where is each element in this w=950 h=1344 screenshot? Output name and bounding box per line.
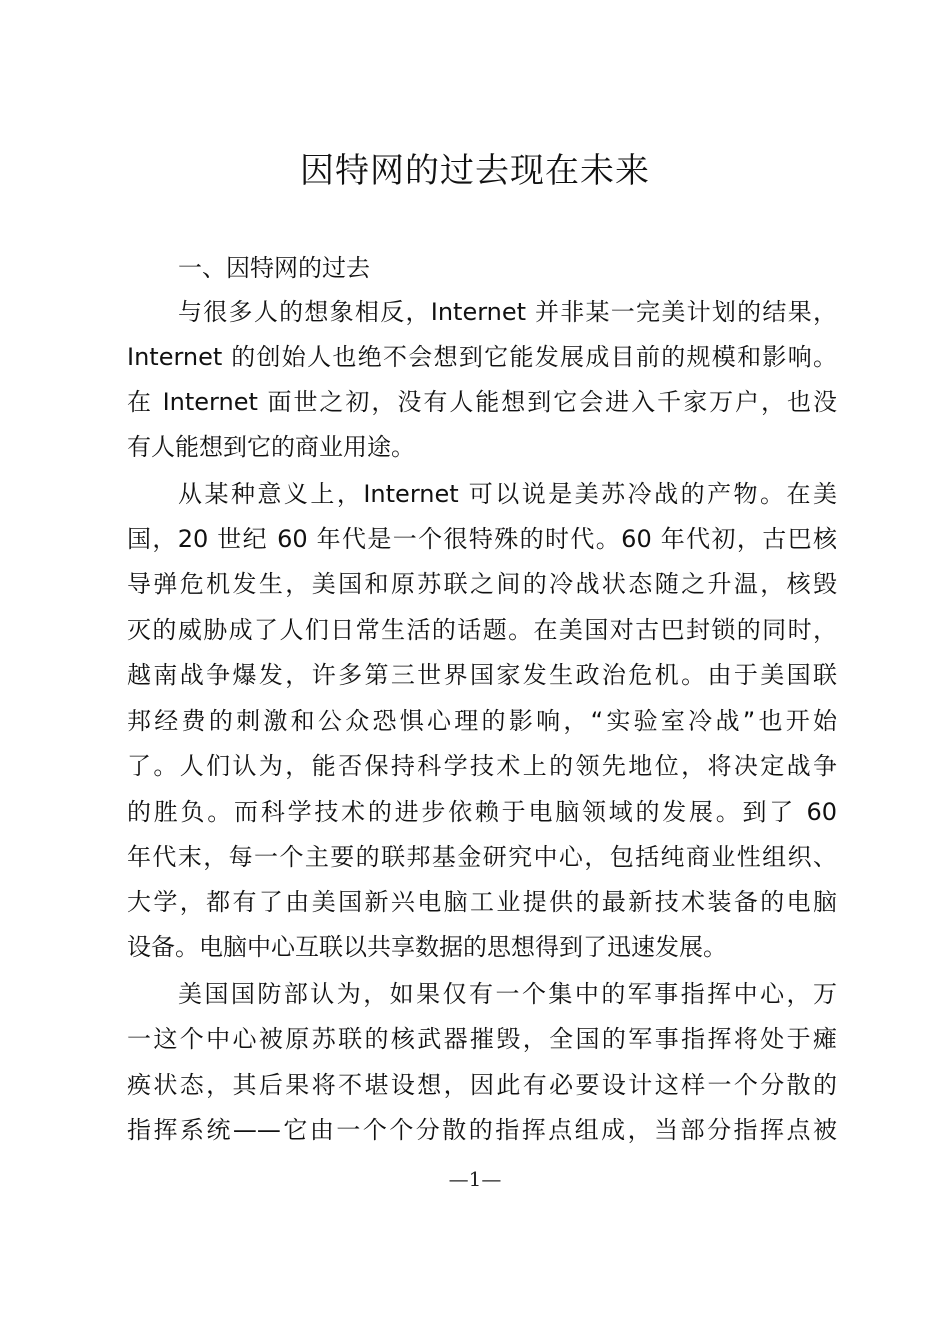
body-line: 美国国防部认为，如果仅有一个集中的军事指挥中心，万 — [178, 980, 837, 1008]
body-line: 在 Internet 面世之初，没有人能想到它会进入千家万户，也没 — [127, 388, 837, 416]
document-title: 因特网的过去现在未来 — [300, 151, 650, 191]
body-line: 了。人们认为，能否保持科学技术上的领先地位，将决定战争 — [127, 752, 837, 780]
body-line: 的胜负。而科学技术的进步依赖于电脑领域的发展。到了 60 — [127, 798, 837, 826]
body-line: 一这个中心被原苏联的核武器摧毁，全国的军事指挥将处于瘫 — [127, 1025, 837, 1053]
body-line: 年代末，每一个主要的联邦基金研究中心，包括纯商业性组织、 — [127, 843, 837, 871]
body-line: 灭的威胁成了人们日常生活的话题。在美国对古巴封锁的同时， — [127, 616, 837, 644]
body-line: 与很多人的想象相反，Internet 并非某一完美计划的结果， — [178, 298, 837, 326]
body-line: 导弹危机发生，美国和原苏联之间的冷战状态随之升温，核毁 — [127, 570, 837, 598]
page-number: —1— — [448, 1167, 502, 1191]
section-heading: 一、因特网的过去 — [178, 254, 370, 282]
body-line: Internet 的创始人也绝不会想到它能发展成目前的规模和影响。 — [127, 343, 837, 371]
body-line: 大学，都有了由美国新兴电脑工业提供的最新技术装备的电脑 — [127, 888, 837, 916]
body-line: 痪状态，其后果将不堪设想，因此有必要设计这样一个分散的 — [127, 1071, 837, 1099]
body-line: 设备。电脑中心互联以共享数据的思想得到了迅速发展。 — [127, 933, 727, 961]
body-line: 从某种意义上，Internet 可以说是美苏冷战的产物。在美 — [178, 480, 837, 508]
body-line: 邦经费的刺激和公众恐惧心理的影响，“实验室冷战”也开始 — [127, 707, 837, 735]
body-line: 国，20 世纪 60 年代是一个很特殊的时代。60 年代初，古巴核 — [127, 525, 837, 553]
body-line: 指挥系统——它由一个个分散的指挥点组成，当部分指挥点被 — [127, 1116, 837, 1144]
body-line: 越南战争爆发，许多第三世界国家发生政治危机。由于美国联 — [127, 661, 837, 689]
body-line: 有人能想到它的商业用途。 — [127, 433, 415, 461]
